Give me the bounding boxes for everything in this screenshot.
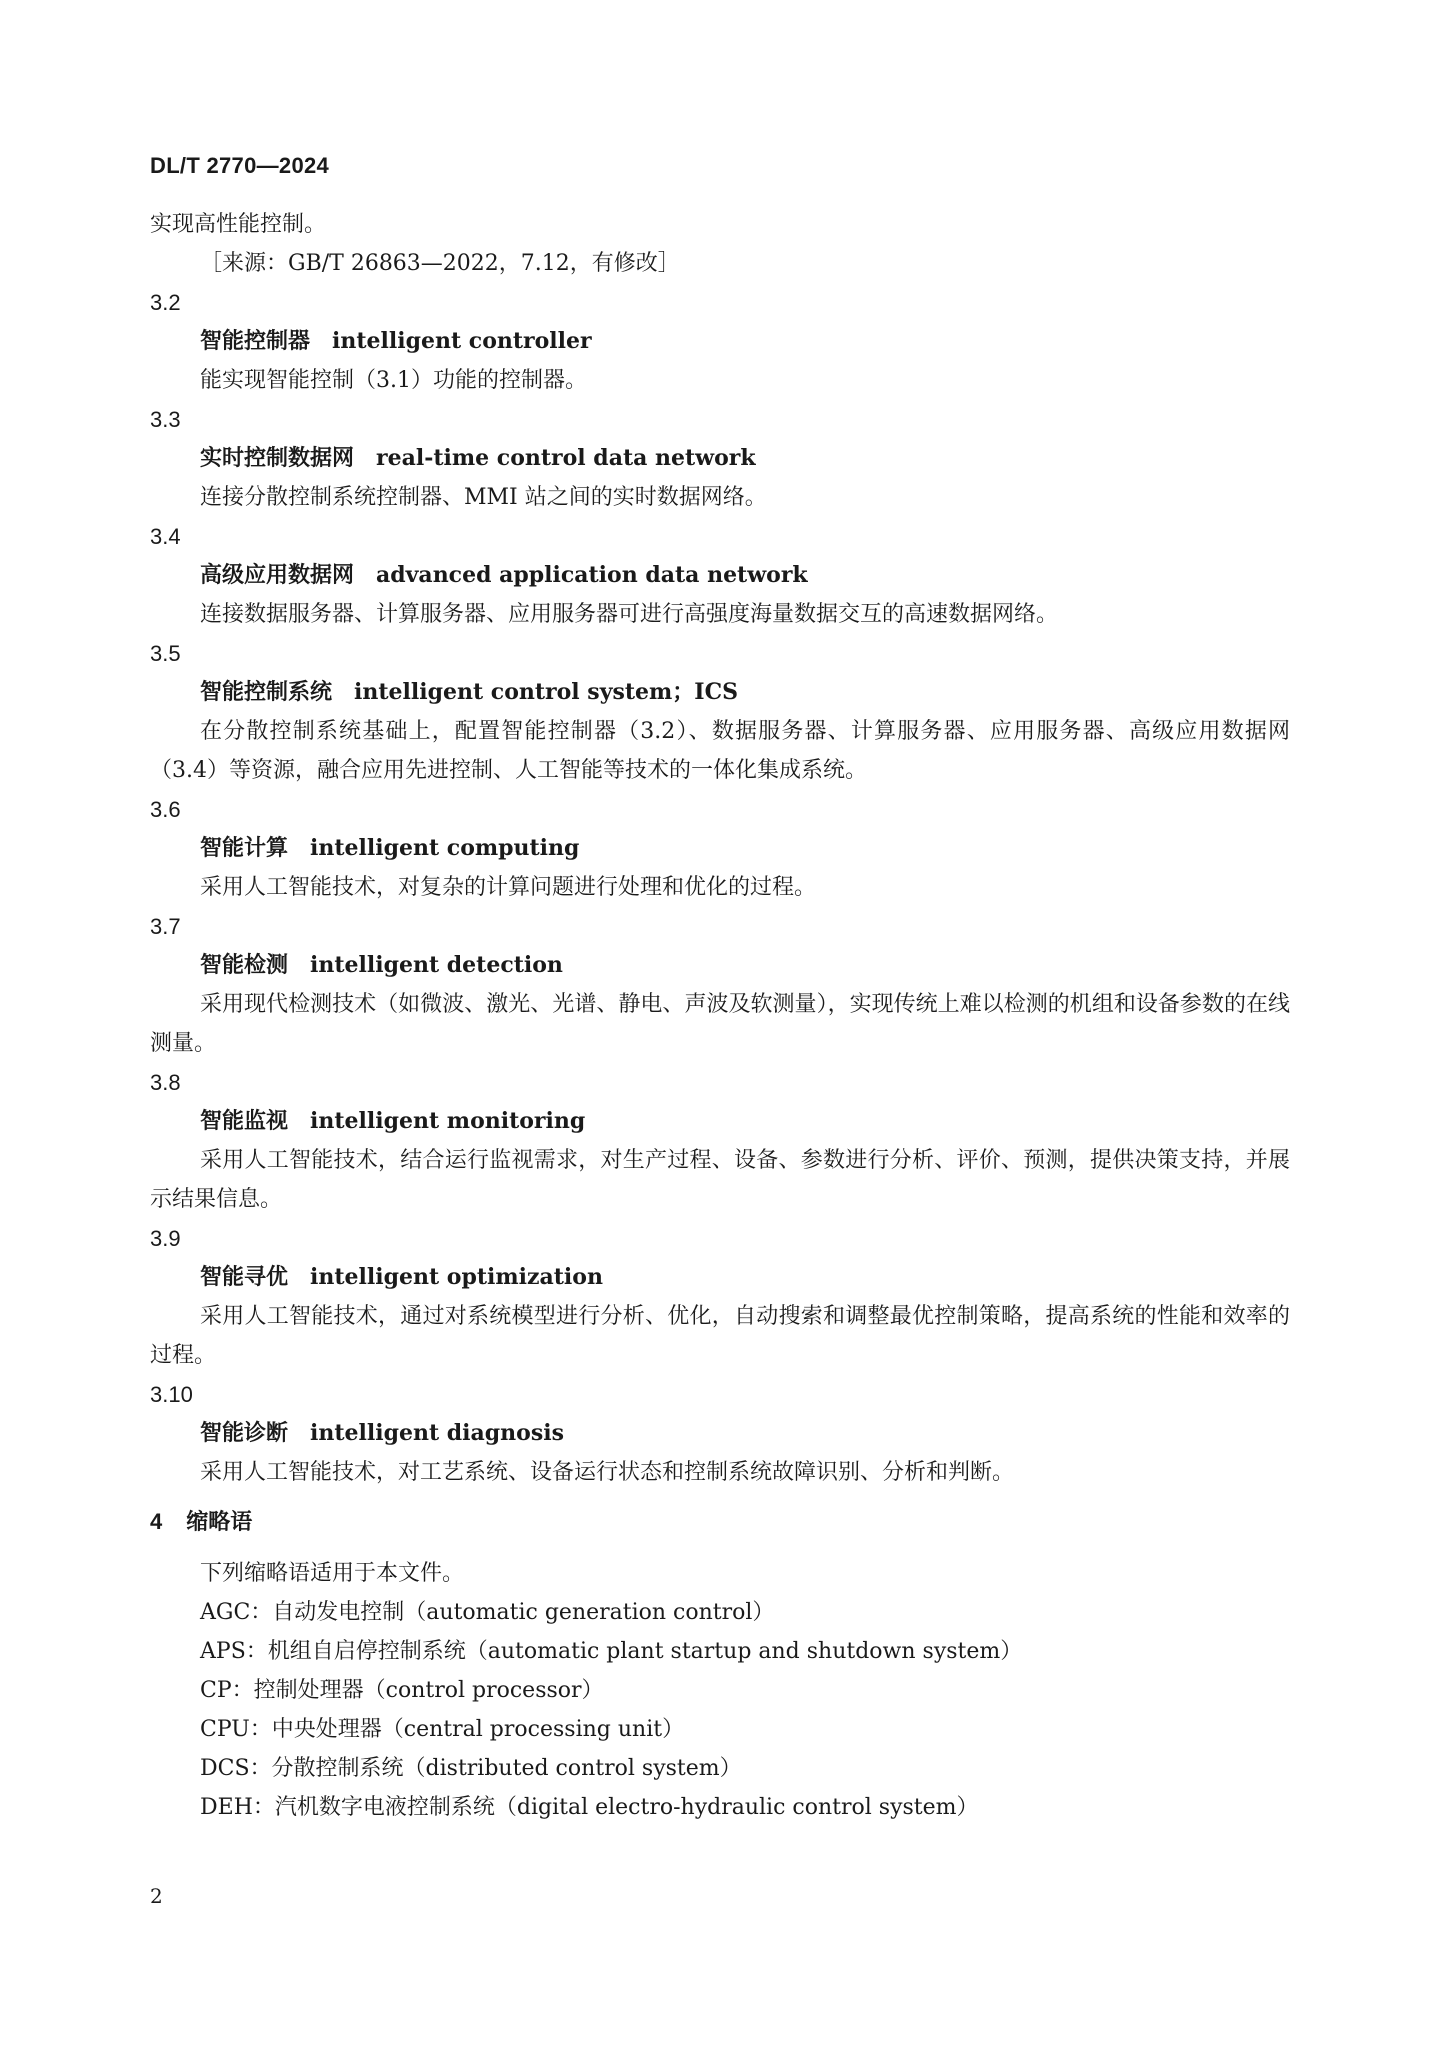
term-zh: 智能控制系统 — [200, 679, 333, 705]
term-number: 3.10 — [150, 1382, 193, 1407]
term-en: advanced application data network — [376, 562, 808, 588]
document-body — [150, 205, 1290, 1827]
term-en: real-time control data network — [376, 445, 756, 471]
term-en: intelligent optimization — [310, 1264, 603, 1290]
term-definition: 连接数据服务器、计算服务器、应用服务器可进行高强度海量数据交互的高速数据网络。 — [200, 602, 1059, 627]
term-number: 3.3 — [150, 407, 181, 432]
term-zh: 智能寻优 — [200, 1264, 289, 1290]
term-zh: 高级应用数据网 — [200, 562, 355, 588]
term-en: intelligent detection — [310, 952, 563, 978]
section-number: 4 — [150, 1509, 163, 1534]
abbreviation-item: CPU：中央处理器（central processing unit） — [200, 1717, 685, 1742]
term-en: intelligent control system；ICS — [354, 679, 738, 705]
abbreviation-item: DCS：分散控制系统（distributed control system） — [200, 1756, 742, 1781]
section-title: 缩略语 — [186, 1509, 253, 1535]
term-definition: 采用人工智能技术，对复杂的计算问题进行处理和优化的过程。 — [200, 875, 817, 900]
document-id-header: DL/T 2770—2024 — [150, 153, 330, 178]
term-number: 3.2 — [150, 290, 181, 315]
term-en: intelligent monitoring — [310, 1108, 586, 1134]
term-zh: 智能控制器 — [200, 328, 311, 354]
term-title — [150, 1102, 1290, 1141]
term-entry — [150, 790, 1290, 907]
abbreviation-item: DEH：汽机数字电液控制系统（digital electro-hydraulic control system） — [200, 1795, 979, 1820]
term-definition: 采用人工智能技术，通过对系统模型进行分析、优化，自动搜索和调整最优控制策略，提高系统的性能和效率的过程。 — [150, 1304, 1290, 1368]
term-title — [150, 1258, 1290, 1297]
term-entry — [150, 283, 1290, 400]
term-number: 3.9 — [150, 1226, 181, 1251]
page-number: 2 — [150, 1884, 163, 1908]
section-intro: 下列缩略语适用于本文件。 — [200, 1561, 465, 1586]
term-zh: 智能诊断 — [200, 1420, 289, 1446]
term-number: 3.6 — [150, 797, 181, 822]
term-definition: 采用现代检测技术（如微波、激光、光谱、静电、声波及软测量），实现传统上难以检测的机组和设备参数的在线测量。 — [150, 992, 1290, 1056]
term-number: 3.5 — [150, 641, 181, 666]
term-number: 3.8 — [150, 1070, 181, 1095]
term-title — [150, 322, 1290, 361]
term-title — [150, 1414, 1290, 1453]
term-en: intelligent computing — [310, 835, 580, 861]
term-entry — [150, 1063, 1290, 1219]
term-definition: 能实现智能控制（3.1）功能的控制器。 — [200, 368, 587, 393]
term-zh: 实时控制数据网 — [200, 445, 355, 471]
term-zh: 智能检测 — [200, 952, 289, 978]
term-title — [150, 829, 1290, 868]
term-zh: 智能监视 — [200, 1108, 289, 1134]
term-entry — [150, 634, 1290, 790]
term-entry — [150, 517, 1290, 634]
source-note: ［来源：GB/T 26863—2022，7.12，有修改］ — [200, 251, 680, 276]
section-heading — [150, 1502, 1290, 1542]
term-definition: 连接分散控制系统控制器、MMI 站之间的实时数据网络。 — [200, 485, 767, 510]
abbreviation-item: CP：控制处理器（control processor） — [200, 1678, 604, 1703]
term-entry — [150, 400, 1290, 517]
abbreviation-item: APS：机组自启停控制系统（automatic plant startup and shutdown system） — [200, 1639, 1023, 1664]
term-definition: 采用人工智能技术，对工艺系统、设备运行状态和控制系统故障识别、分析和判断。 — [200, 1460, 1015, 1485]
term-en: intelligent controller — [332, 328, 592, 354]
term-entry — [150, 907, 1290, 1063]
term-definition: 在分散控制系统基础上，配置智能控制器（3.2）、数据服务器、计算服务器、应用服务器、高级应用数据网（3.4）等资源，融合应用先进控制、人工智能等技术的一体化集成系统。 — [150, 719, 1290, 783]
continuation-text: 实现高性能控制。 — [150, 212, 327, 237]
term-number: 3.4 — [150, 524, 181, 549]
term-entry — [150, 1219, 1290, 1375]
term-zh: 智能计算 — [200, 835, 289, 861]
term-title — [150, 439, 1290, 478]
term-title — [150, 673, 1290, 712]
term-en: intelligent diagnosis — [310, 1420, 564, 1446]
abbreviation-list — [150, 1593, 1290, 1827]
term-definition: 采用人工智能技术，结合运行监视需求，对生产过程、设备、参数进行分析、评价、预测，提供决策支持，并展示结果信息。 — [150, 1148, 1290, 1212]
term-title — [150, 946, 1290, 985]
term-entry — [150, 1375, 1290, 1492]
term-entries — [150, 283, 1290, 1492]
abbreviation-item: AGC：自动发电控制（automatic generation control） — [200, 1600, 775, 1625]
term-title — [150, 556, 1290, 595]
term-number: 3.7 — [150, 914, 181, 939]
